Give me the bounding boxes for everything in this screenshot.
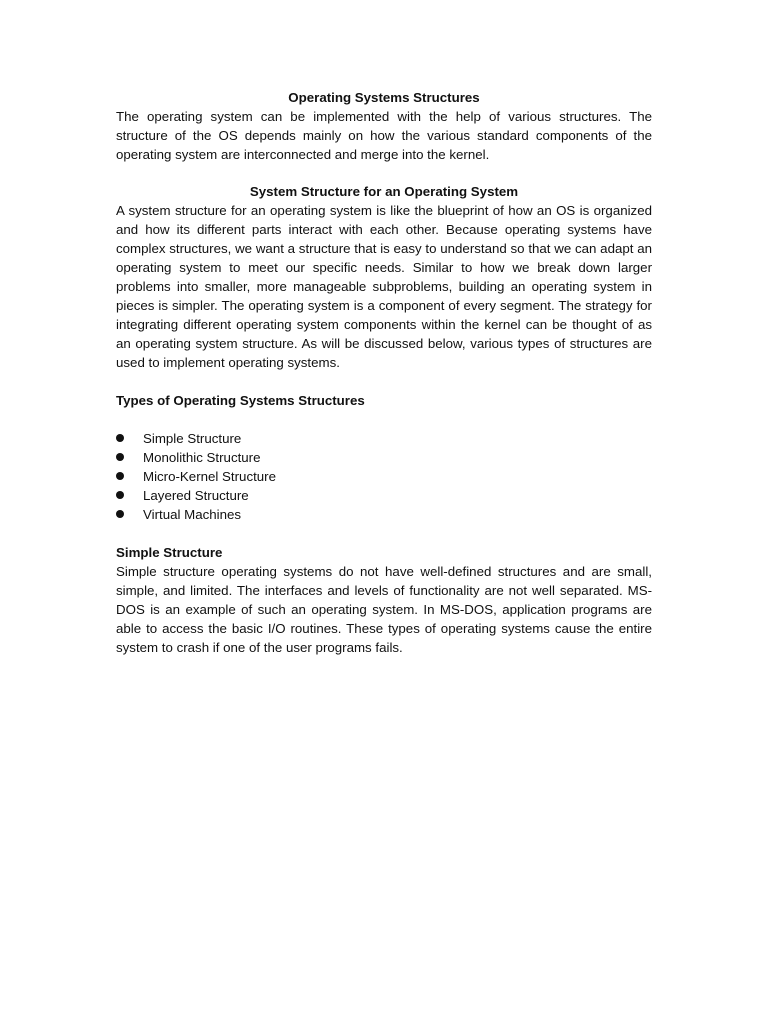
paragraph-simple-structure: Simple structure operating systems do not have well-defined structures and are small, simple, and limited. The interfaces and levels of functionality are not well separated. MS-DOS is an example of such an operating system. In MS-DOS, application programs are able to access the basic I/O routines. These types of operating systems cause the entire system to crash if one of the user programs fails.: [116, 564, 652, 655]
list-item-label: Simple Structure: [143, 431, 242, 446]
spacer: [116, 524, 652, 543]
section-title-system-structure: System Structure for an Operating System: [249, 184, 519, 199]
document-content: [116, 88, 652, 657]
spacer: [116, 164, 652, 182]
section-title-types: Types of Operating Systems Structures: [116, 393, 365, 408]
list-item-label: Monolithic Structure: [143, 450, 261, 465]
list-item-label: Micro-Kernel Structure: [143, 469, 277, 484]
paragraph-system-structure: A system structure for an operating system is like the blueprint of how an OS is organized and how its different parts interact with each other. Because operating systems have complex structures, we want a structure that is easy to understand so that we can adapt an operating system to meet our specific needs. Similar to how we break down larger problems into smaller, more manageable subproblems, building an operating system in pieces is simpler. The operating system is a component of every segment. The strategy for integrating different operating system components within the kernel can be thought of as an operating system structure. As will be discussed below, various types of structures are used to implement operating systems.: [116, 203, 652, 370]
list-item: [116, 429, 652, 448]
spacer: [116, 410, 652, 429]
spacer: [116, 372, 652, 391]
bullet-icon: [116, 491, 124, 499]
bullet-icon: [116, 434, 124, 442]
list-item: [116, 467, 652, 486]
section-title-os-structures: Operating Systems Structures: [288, 90, 480, 105]
section-title-simple-structure: Simple Structure: [116, 545, 223, 560]
paragraph-os-structures-intro: The operating system can be implemented with the help of various structures. The structure of the OS depends mainly on how the various standard components of the operating system are interconnected and merge into the kernel.: [116, 109, 652, 162]
structure-types-list: [116, 429, 652, 524]
bullet-icon: [116, 510, 124, 518]
list-item: [116, 505, 652, 524]
list-item: [116, 486, 652, 505]
bullet-icon: [116, 472, 124, 480]
list-item: [116, 448, 652, 467]
list-item-label: Virtual Machines: [143, 507, 242, 522]
list-item-label: Layered Structure: [143, 488, 249, 503]
bullet-icon: [116, 453, 124, 461]
